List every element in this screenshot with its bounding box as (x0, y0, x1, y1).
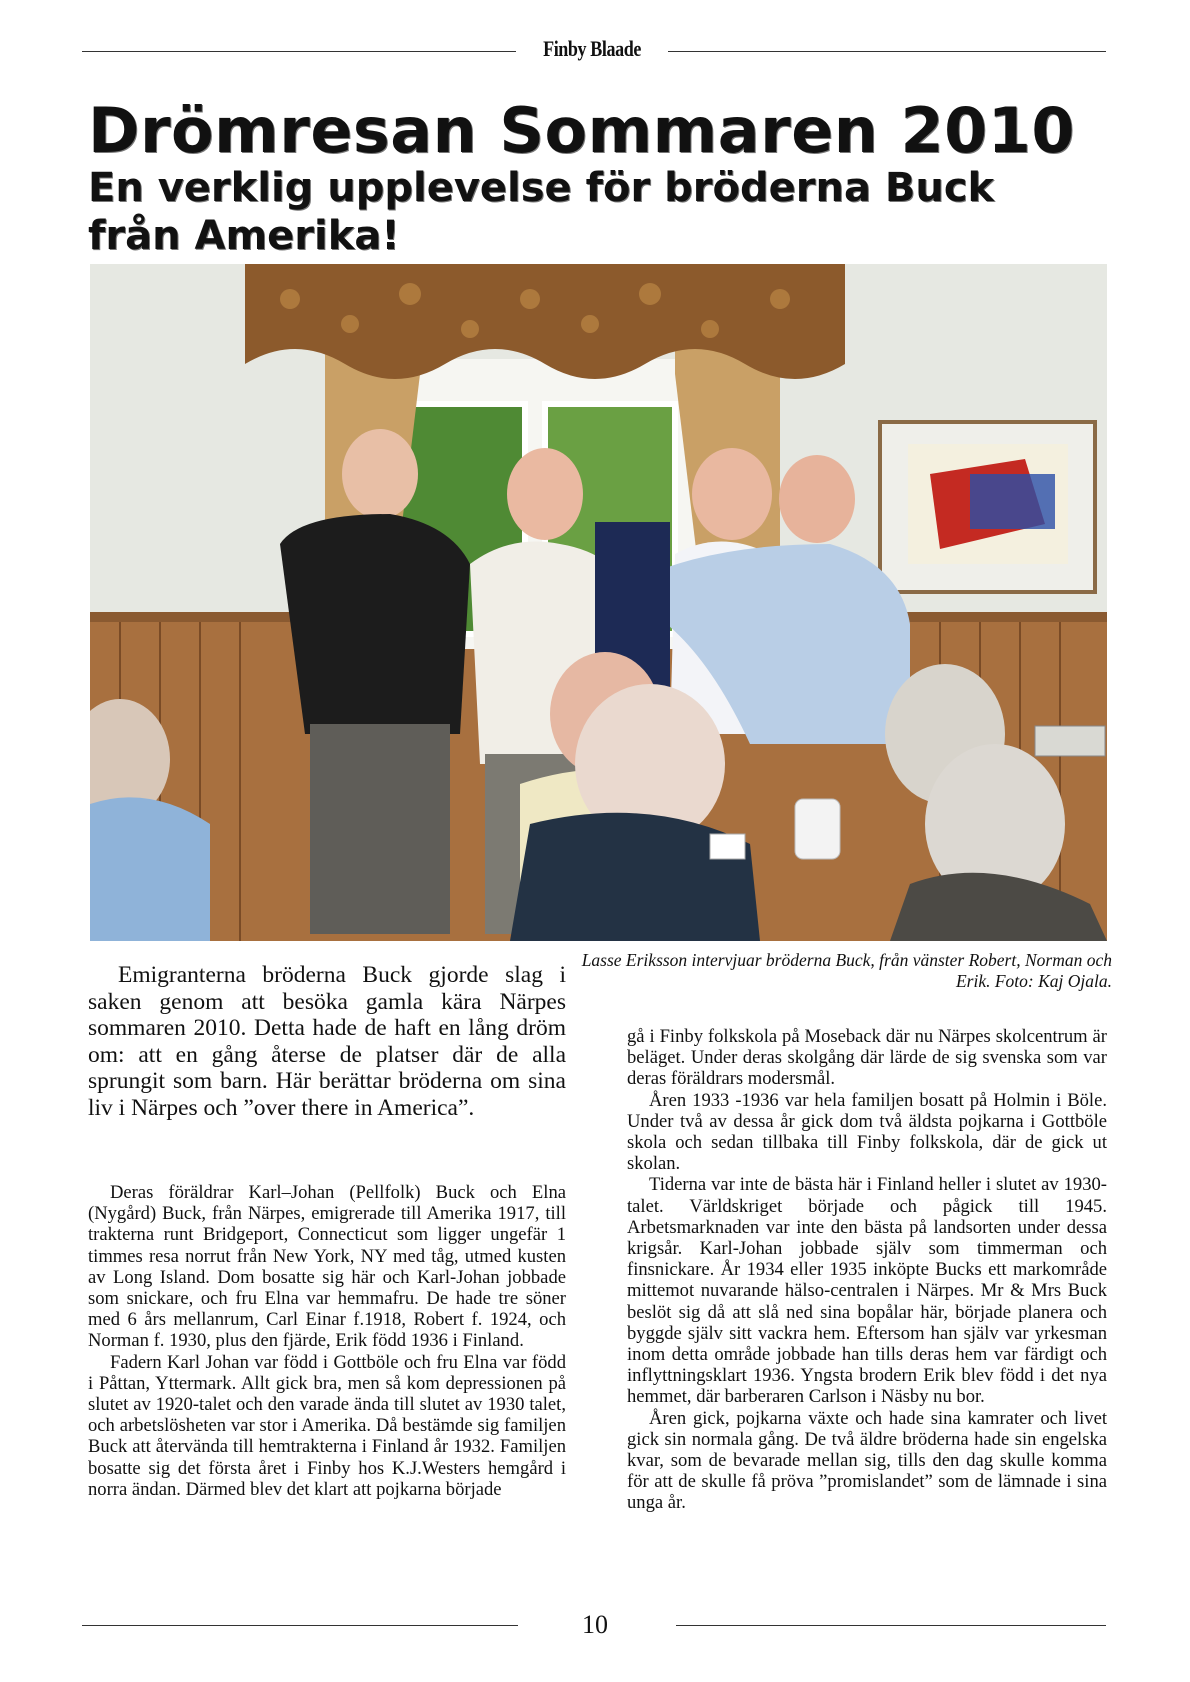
lead-paragraph (88, 962, 566, 1121)
lead-text: Emigranterna bröderna Buck gjorde slag i saken genom att besöka gamla kära Närpes sommaren 2010. Detta hade de haft en lång dröm om: att en gång återse de platser där de alla sprungit som barn. Här berättar bröderna om sina liv i Närpes och ”over there in America”. (88, 962, 566, 1121)
body-column-left (88, 1182, 566, 1500)
footer-rule-right (676, 1625, 1106, 1626)
article-photo (90, 264, 1107, 941)
footer-rule-left (82, 1625, 518, 1626)
body-paragraph: Deras föräldrar Karl–Johan (Pellfolk) Buck och Elna (Nygård) Buck, från Närpes, emigrerade till Amerika 1917, till trakterna runt Bridgeport, Connecticut som ligger ungefär 1 timmes resa norrut från New York, NY med tåg, utmed kusten av Long Island. Dom bosatte sig här och Karl-Johan jobbade som snickare, och fru Elna var hemmafru. De hade tre söner med 6 års mellanrum, Carl Einar f.1918, Robert f. 1924, och Norman f. 1930, plus den fjärde, Erik född 1936 i Finland. (88, 1182, 566, 1352)
page-number: 10 (582, 1610, 608, 1639)
body-column-right (627, 1026, 1107, 1514)
header-rule-left (82, 51, 516, 52)
body-paragraph: Åren 1933 -1936 var hela familjen bosatt på Holmin i Böle. Under två av dessa år gick dom två äldsta pojkarna i Gottböle skola och sedan tillbaka till Finby folkskola, där de gick ut skolan. (627, 1089, 1107, 1175)
body-paragraph: Åren gick, pojkarna växte och hade sina kamrater och livet gick sin normala gång. De två äldre bröderna hade sin engelska kvar, som de bevarade mellan sig, tills den dag skulle komma för att de skulle få pröva ”promislandet” som de lämnade i sina unga år. (627, 1407, 1107, 1514)
photo-caption: Lasse Eriksson intervjuar bröderna Buck, från vänster Robert, Norman och Erik. Foto: Kaj Ojala. (581, 950, 1112, 991)
body-paragraph: Fadern Karl Johan var född i Gottböle och fru Elna var född i Påttan, Yttermark. Allt gick bra, men så kom depressionen på slutet av 1920-talet och den varade ända till slutet av 1930 talet, och arbetslösheten var stor i Amerika. Då bestämde sig familjen Buck att återvända till hemtrakterna i Finland år 1932. Familjen bosatte sig det första året i Finby hos K.J.Westers hemgård i norra ändan. Därmed blev det klart att pojkarna började (88, 1351, 566, 1500)
body-paragraph: Tiderna var inte de bästa här i Finland heller i slutet av 1930-talet. Världskriget började och pågick till 1945. Arbetsmarknaden var inte den bästa på landsorten under dessa krigsår. Karl-Johan jobbade själv som timmerman och finsnickare. År 1934 eller 1935 inköpte Bucks ett markområde mittemot nuvarande hälso-centralen i Närpes. Mr & Mrs Buck beslöt sig då att slå ned sina bopålar här, började planera och byggde själv sitt vackra hem. Eftersom han själv var yrkesman inom detta område jobbade han tills deras hem var färdigt och inflyttningsklart 1936. Yngsta brodern Erik blev född i det nya hemmet, där barberaren Carlson i Näsby nu bor. (627, 1174, 1107, 1408)
article-title: Drömresan Sommaren 2010 (88, 94, 1076, 167)
publication-name: Finby Blaade (543, 36, 641, 61)
article-subtitle: En verklig upplevelse för bröderna Buck från Amerika! (88, 165, 995, 259)
body-paragraph: gå i Finby folkskola på Moseback där nu Närpes skolcentrum är beläget. Under deras skolgång där lärde de sig svenska som var deras föräldrars modersmål. (627, 1026, 1107, 1090)
header-rule-right (668, 51, 1106, 52)
